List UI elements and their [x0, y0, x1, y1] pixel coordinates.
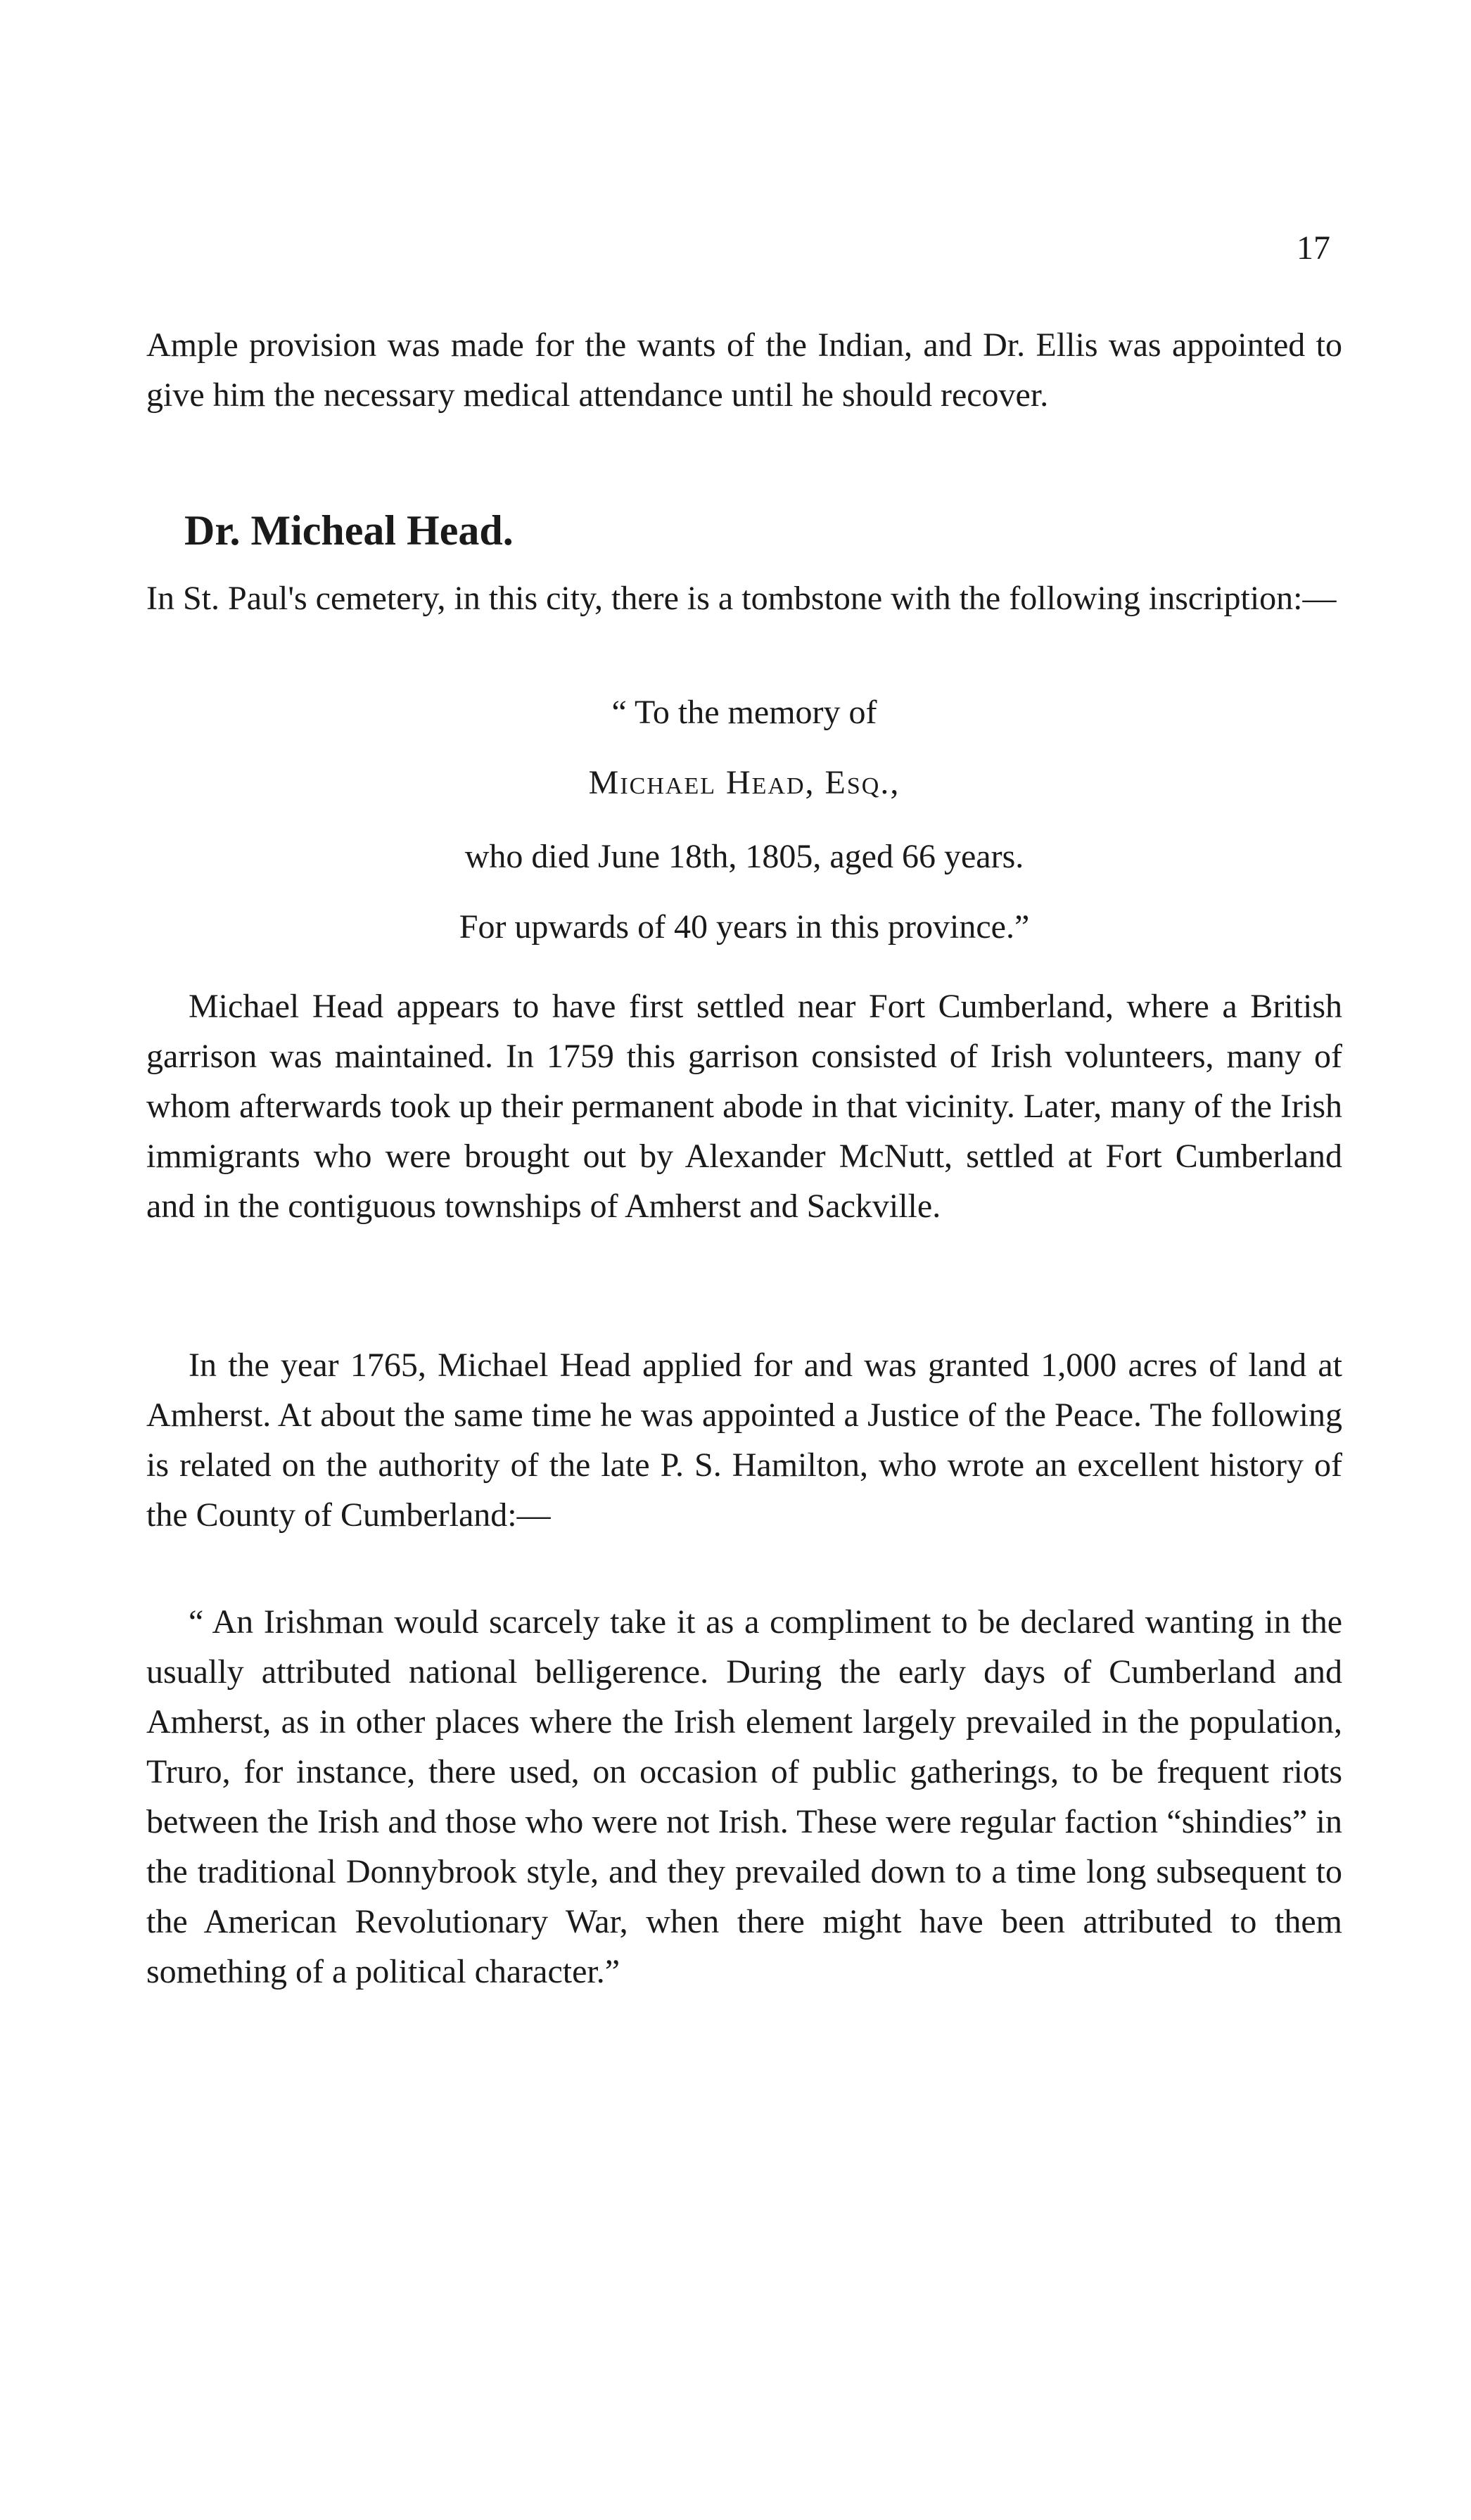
settled-paragraph: Michael Head appears to have first settled near Fort Cumberland, where a British garrison was maintained. In 1759 this garrison consisted of Irish volunteers, many of whom afterwards took up their permanent abode in that vicinity. Later, many of the Irish immigrants who were brought out by Alexander McNutt, settled at Fort Cumberland and in the contiguous townships of Amherst and Sackville. [146, 988, 1342, 1225]
intro-paragraph-block [146, 320, 1342, 420]
granted-paragraph-block [146, 1340, 1342, 1540]
inscription-line-4: For upwards of 40 years in this province.” [459, 908, 1030, 946]
settled-paragraph-block [146, 981, 1342, 1231]
quote-paragraph: “ An Irishman would scarcely take it as a compliment to be declared wanting in the usually attributed national belligerence. During the early days of Cumberland and Amherst, as in other places where the Irish element largely prevailed in the population, Truro, for instance, there used, on occasion of public gatherings, to be frequent riots between the Irish and those who were not Irish. These were regular faction “shindies” in the traditional Donnybrook style, and they prevailed down to a time long subsequent to the American Revolutionary War, when there might have been attributed to them something of a political character.” [146, 1603, 1342, 1990]
page-number: 17 [1297, 229, 1330, 267]
granted-paragraph: In the year 1765, Michael Head applied for and was granted 1,000 acres of land at Amherst. At about the same time he was appointed a Justice of the Peace. The following is related on the authority of the late P. S. Hamilton, who wrote an excellent history of the County of Cumberland:— [146, 1347, 1342, 1534]
inscription-line-1: “ To the memory of [611, 694, 877, 731]
cemetery-paragraph-block [146, 573, 1342, 623]
section-heading: Dr. Micheal Head. [184, 507, 514, 554]
intro-paragraph: Ample provision was made for the wants of the Indian, and Dr. Ellis was appointed to give him the necessary medical attendance until he should recover. [146, 326, 1342, 414]
cemetery-paragraph: In St. Paul's cemetery, in this city, there is a tombstone with the following inscription:— [146, 580, 1337, 617]
inscription-line-2: Michael Head, Esq., [588, 764, 900, 801]
quote-paragraph-block [146, 1597, 1342, 1997]
inscription-line-3: who died June 18th, 1805, aged 66 years. [464, 838, 1024, 875]
